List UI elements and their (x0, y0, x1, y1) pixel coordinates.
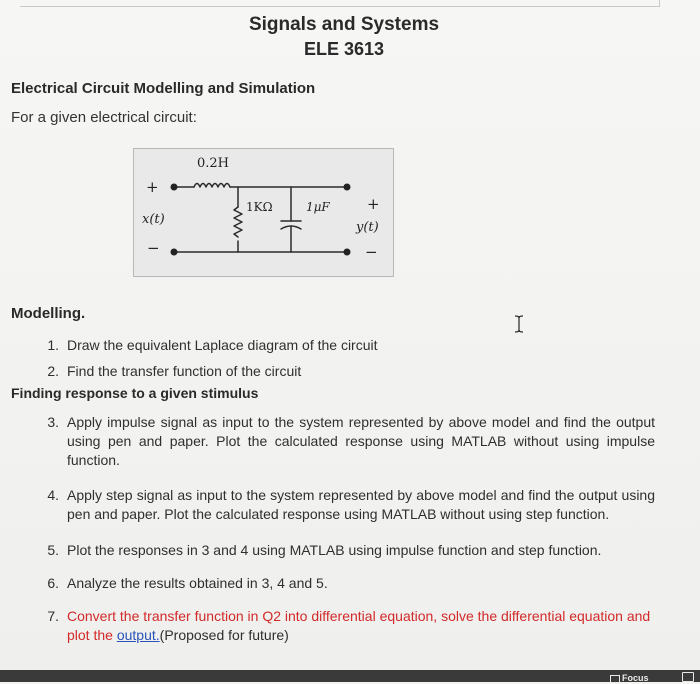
red-instruction-text: Convert the transfer function in Q2 into differential equation, solve the differential equation and plot the (67, 608, 651, 643)
list-item-number: 6. (47, 575, 59, 591)
output-link[interactable]: output. (116, 627, 160, 643)
input-minus-sign: − (147, 239, 160, 257)
list-item-number: 4. (47, 487, 59, 503)
output-terminal-top (344, 184, 351, 191)
output-terminal-bottom (344, 249, 351, 256)
input-terminal-top (171, 184, 178, 191)
output-plus-sign: + (367, 195, 380, 213)
list-item (41, 413, 657, 473)
resistor-label: 1KΩ (246, 200, 273, 214)
focus-label: Focus (622, 673, 649, 683)
app-switcher-icon[interactable] (682, 672, 694, 682)
focus-button[interactable] (610, 672, 649, 684)
circuit-svg (134, 149, 393, 276)
proposed-note: (Proposed for future) (159, 627, 289, 643)
list-item (41, 486, 657, 526)
input-terminal-bottom (171, 249, 178, 256)
taskbar (0, 670, 700, 682)
response-heading: Finding response to a given stimulus (11, 385, 259, 401)
list-item-text: Draw the equivalent Laplace diagram of the circuit (67, 337, 378, 353)
capacitor-label: 1μF (306, 200, 330, 214)
input-label: x(t) (142, 212, 165, 227)
output-label: y(t) (356, 220, 379, 235)
input-plus-sign: + (146, 178, 159, 196)
inductor-label: 0.2H (197, 156, 230, 171)
resistor-symbol (234, 207, 242, 237)
page-top-border (0, 0, 700, 10)
document-title: Signals and Systems (248, 14, 440, 35)
list-item-text: Find the transfer function of the circuit (67, 363, 302, 379)
focus-icon (610, 675, 620, 683)
course-code: ELE 3613 (303, 39, 385, 59)
list-item-text: Analyze the results obtained in 3, 4 and 5. (67, 575, 328, 591)
list-item-number: 1. (47, 337, 59, 353)
list-item (41, 607, 657, 647)
list-item-text: Apply impulse signal as input to the system represented by above model and find the output using pen and paper. Plot the calculated response using MATLAB without using impulse function. (67, 414, 655, 468)
intro-text: For a given electrical circuit: (11, 109, 197, 126)
list-item-text: Plot the responses in 3 and 4 using MATLAB using impulse function and step function. (67, 542, 602, 558)
list-item-number: 5. (47, 542, 59, 558)
inductor-symbol (194, 184, 230, 188)
section-heading: Electrical Circuit Modelling and Simulation (11, 80, 316, 97)
list-item-text (67, 607, 655, 645)
list-item-number: 7. (47, 608, 59, 624)
list-item-number: 2. (47, 363, 59, 379)
circuit-diagram (133, 148, 394, 277)
output-minus-sign: − (365, 243, 378, 261)
text-cursor-icon (512, 314, 526, 334)
list-item-text: Apply step signal as input to the system represented by above model and find the output using pen and paper. Plot the calculated response using MATLAB without using step function. (67, 487, 655, 522)
list-item-number: 3. (47, 414, 59, 430)
modelling-heading: Modelling. (11, 305, 86, 322)
